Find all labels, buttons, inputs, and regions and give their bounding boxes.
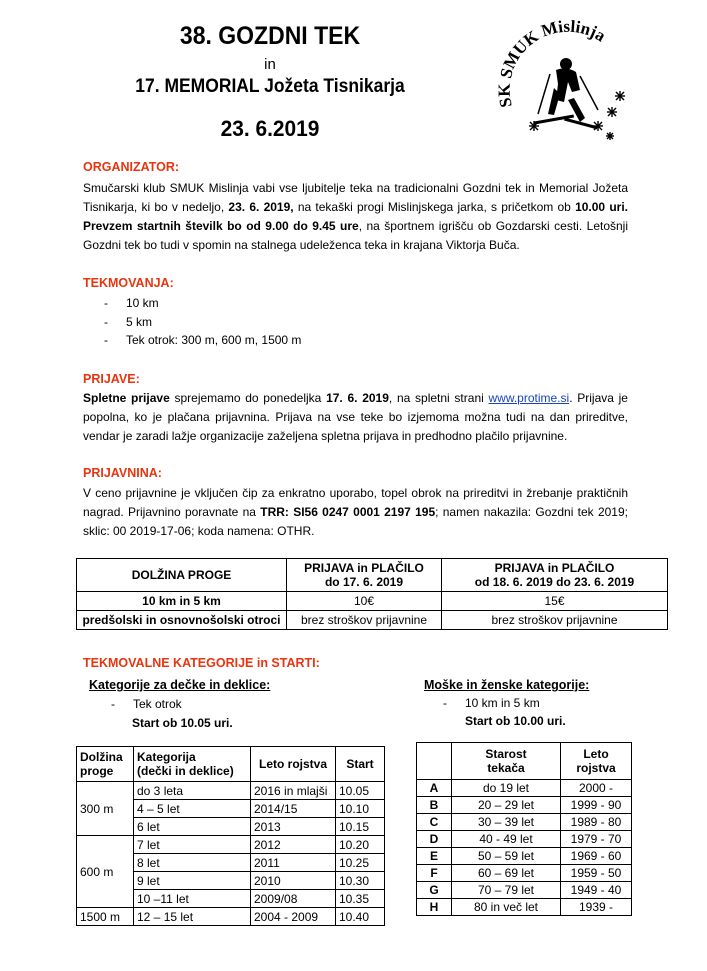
prijavnina-text: V ceno prijavnine je vključen čip za enkratno uporabo, topel obrok na prireditvi in žrebanje praktičnih nagrad. Prijavnino poravnate na TRR: SI56 0247 0001 2197 195; namen nakazila: Gozdni tek 2019; sklic: 00 2019-17-06; koda namena: OTHR.: [83, 486, 628, 538]
table-row: 8 let 2011 10.25: [77, 854, 385, 872]
table-row: 300 m do 3 leta 2016 in mlajši 10.05: [77, 782, 385, 800]
skier-icon: [534, 58, 598, 129]
table-row: 600 m 7 let 2012 10.20: [77, 836, 385, 854]
subtitle-part2: Jožeta Tisnikarja: [264, 76, 405, 97]
table-row: F 60 – 69 let 1959 - 50: [417, 865, 632, 882]
event-date: 23. 6.2019: [220, 116, 320, 141]
tekmovanja-heading: TEKMOVANJA:: [83, 276, 174, 290]
protime-link[interactable]: www.protime.si: [488, 391, 570, 405]
logo-text: SK SMUK Mislinja: [494, 16, 609, 110]
list-item: - Tek otrok: 300 m, 600 m, 1500 m: [104, 333, 302, 347]
table-row: [77, 559, 668, 592]
table-row: H 80 in več let 1939 -: [417, 899, 632, 916]
table-row: 10 –11 let 2009/08 10.35: [77, 890, 385, 908]
table-row: [417, 743, 632, 780]
page-title: 38. GOZDNI TEK: [179, 22, 361, 50]
adults-header-category: [417, 743, 452, 780]
list-item: - 10 km: [104, 296, 159, 310]
kids-table: [76, 746, 385, 926]
kids-categories-heading: Kategorije za dečke in deklice:: [89, 678, 271, 692]
table-row: 1500 m 12 – 15 let 2004 - 2009 10.40: [77, 908, 385, 926]
table-row: E 50 – 59 let 1969 - 60: [417, 848, 632, 865]
table-row: B 20 – 29 let 1999 - 90: [417, 797, 632, 814]
organizator-heading: ORGANIZATOR:: [83, 160, 180, 174]
price-table: [76, 558, 668, 630]
kids-header-length: Dolžina proge: [77, 747, 134, 782]
title-conjunction: in: [264, 56, 276, 73]
adults-categories-heading: Moške in ženske kategorije:: [424, 678, 590, 692]
adults-header-age: Starost tekača: [452, 743, 561, 780]
categories-heading: TEKMOVALNE KATEGORIJE in STARTI:: [83, 656, 320, 670]
prijave-text: Spletne prijave sprejemamo do ponedeljka 17. 6. 2019, na spletni strani www.protime.si. Prijava je popolna, ko je plačana prijavnina. Prijava na vse teke bo izjemoma možna tudi na dan prireditve, vendar je zaradi lažje organizacije zaželjena spletna prijava in predhodno plačilo prijavnine.: [83, 391, 628, 443]
table-row: 4 – 5 let 2014/15 10.10: [77, 800, 385, 818]
kids-header-year: Leto rojstva: [251, 747, 336, 782]
list-item: - 5 km: [104, 314, 153, 329]
adults-header-year: Leto rojstva: [561, 743, 632, 780]
table-row: 10 km in 5 km 10€ 15€: [77, 592, 668, 611]
price-header-length: DOLŽINA PROGE: [77, 559, 287, 592]
kids-header-start: Start: [336, 747, 385, 782]
price-header-early: PRIJAVA in PLAČILO do 17. 6. 2019: [287, 559, 442, 592]
tekmovanja-list: [104, 294, 301, 350]
table-row: 9 let 2010 10.30: [77, 872, 385, 890]
organizator-text: Smučarski klub SMUK Mislinja vabi vse ljubitelje teka na tradicionalni Gozdni tek in Memorial Jožeta Tisnikarja, ki bo v nedeljo, 23. 6. 2019, na tekaški progi Mislinjskega jarka, s pričetkom ob 10.00 uri. Prevzem startnih številk bo od 9.00 do 9.45 ure, na športnem igrišču ob Gozdarski cesti. Letošnji Gozdni tek bo tudi v spomin na stalnega udeleženca teka in krajana Viktorja Buča.: [83, 181, 629, 252]
kids-header-category: Kategorija (dečki in deklice): [134, 747, 251, 782]
table-row: C 30 – 39 let 1989 - 80: [417, 814, 632, 831]
page-subtitle: [22, 76, 519, 98]
adults-start: Start ob 10.00 uri.: [465, 714, 566, 728]
table-row: [77, 747, 385, 782]
table-row: G 70 – 79 let 1949 - 40: [417, 882, 632, 899]
table-row: A do 19 let 2000 -: [417, 780, 632, 797]
table-row: predšolski in osnovnošolski otroci brez stroškov prijavnine brez stroškov prijavnine: [77, 611, 668, 630]
prijavnina-heading: PRIJAVNINA:: [83, 466, 162, 480]
table-row: D 40 - 49 let 1979 - 70: [417, 831, 632, 848]
adults-item: - 10 km in 5 km: [443, 696, 540, 710]
kids-start: Start ob 10.05 uri.: [132, 716, 233, 730]
price-header-late: PRIJAVA in PLAČILO od 18. 6. 2019 do 23. 6. 2019: [442, 559, 668, 592]
club-logo: [494, 14, 634, 140]
prijave-heading: PRIJAVE:: [83, 372, 140, 386]
kids-item: - Tek otrok: [111, 697, 182, 711]
table-row: 6 let 2013 10.15: [77, 818, 385, 836]
adults-table: [416, 742, 632, 916]
subtitle-part1: 17. MEMORIAL: [135, 76, 265, 97]
